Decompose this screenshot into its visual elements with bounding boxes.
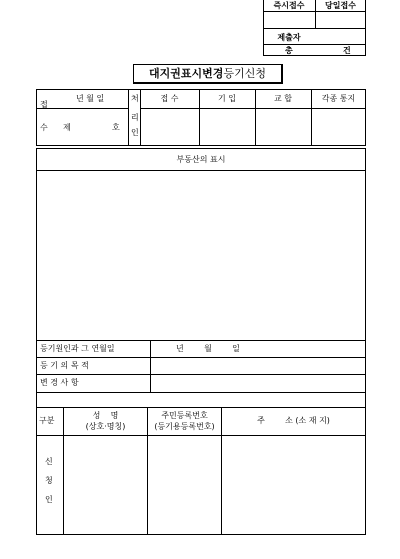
form-title [133,64,283,84]
cause-label: 등기원인과 그 연월일 [40,344,115,353]
cause-value: 년 월 일 [176,344,240,353]
processing-label-1: 처 [131,94,139,103]
receipt-box [263,0,366,56]
info-rows [36,341,366,407]
immediate-receipt-label: 즉시접수 [273,1,305,10]
same-day-receipt-label: 당일접수 [325,1,356,10]
col-receipt: 접 수 [160,94,179,103]
purpose-label: 등 기 의 목 적 [40,361,89,370]
applicant-label-3: 인 [45,495,53,504]
receipt-date-label: 년 월 일 [76,94,105,103]
change-label: 변 경 사 항 [40,378,79,387]
col-id-main: 주민등록번호 [161,411,208,420]
receipt-table [36,89,366,146]
receipt-number-prefix: 제 [63,123,71,132]
processing-label-3: 인 [131,128,139,137]
col-id-sub: (등기용등록번호) [154,422,215,431]
title-bold-part: 대지권표시변경 [149,67,224,80]
col-notice: 각종 통지 [321,94,356,103]
applicant-label-1: 신 [45,457,53,466]
processing-label-2: 리 [131,113,139,122]
col-check: 교 합 [274,94,292,103]
col-entry: 기 입 [218,94,236,103]
property-section [36,148,366,341]
title-normal-part: 등기신청 [223,67,266,80]
receipt-number-suffix: 호 [112,123,120,132]
applicant-table [36,407,366,535]
col-address: 주 소 (소 재 지) [257,416,330,425]
col-name-main: 성 명 [92,411,119,420]
col-type: 구분 [39,416,55,425]
col-name-sub: (상호·명칭) [85,422,126,431]
applicant-label-2: 청 [45,476,53,485]
receipt-side-label-bottom: 수 [40,123,48,132]
total-label: 총 [285,46,293,55]
receipt-side-label-top: 접 [40,100,48,109]
submitter-label: 제출자 [277,33,301,42]
property-header: 부동산의 표시 [176,155,226,164]
count-unit-label: 건 [343,46,351,55]
